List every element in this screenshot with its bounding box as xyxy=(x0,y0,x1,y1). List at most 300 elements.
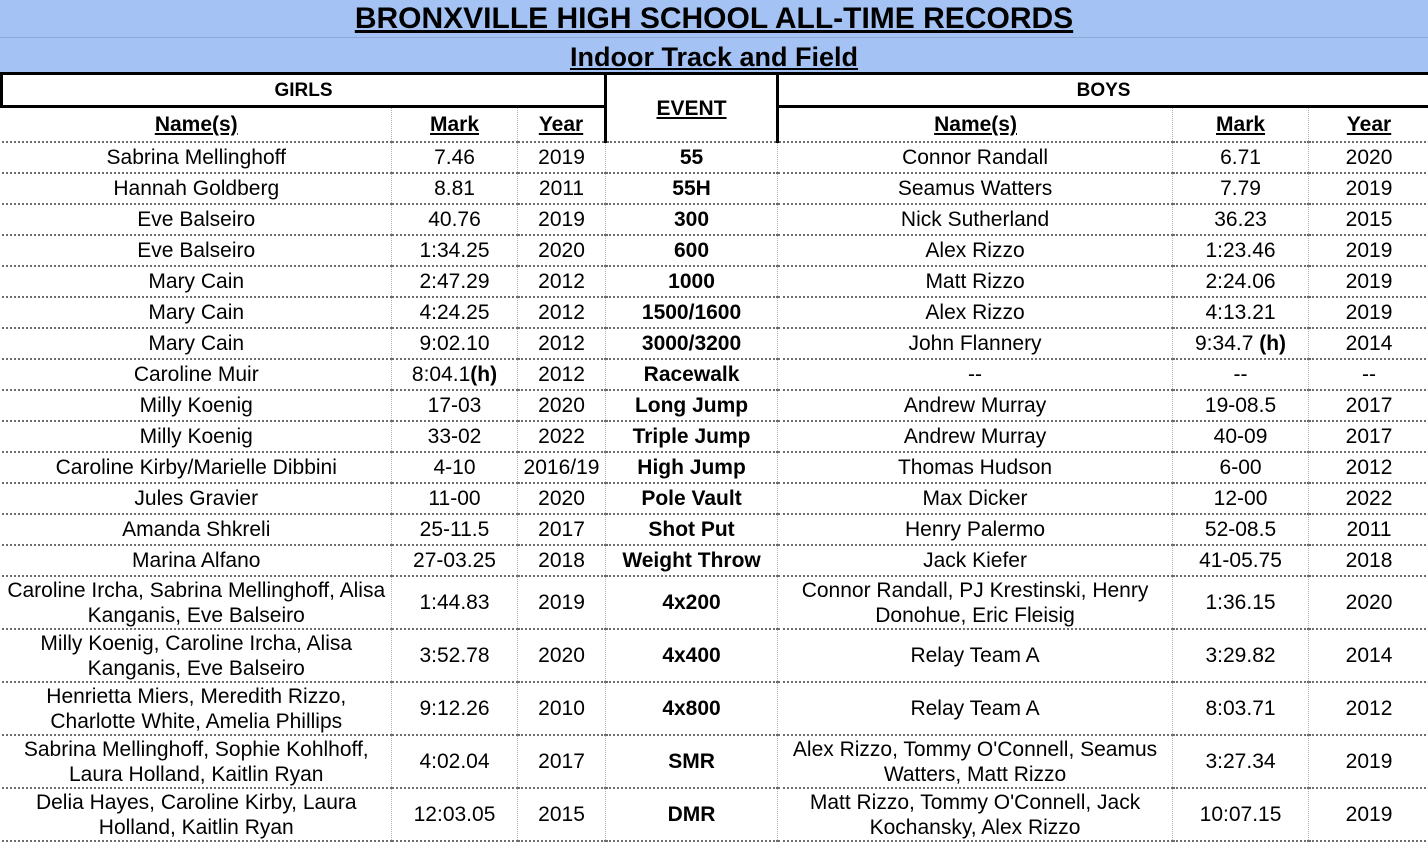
girls-mark-cell xyxy=(392,328,518,359)
boys-name-cell-text: Jack Kiefer xyxy=(923,549,1027,572)
girls-mark-cell-text: 4:02.04 xyxy=(419,750,490,773)
event-cell xyxy=(606,328,778,359)
boys-name-cell xyxy=(778,735,1173,788)
boys-mark-cell xyxy=(1173,235,1309,266)
boys-year-cell-text: 2017 xyxy=(1345,394,1393,417)
girls-mark-cell xyxy=(392,173,518,204)
boys-name-cell xyxy=(778,483,1173,514)
event-cell-text: 600 xyxy=(674,239,710,262)
boys-mark-cell-text: 12-00 xyxy=(1213,487,1268,510)
boys-mark-cell xyxy=(1173,483,1309,514)
record-row xyxy=(2,266,1428,297)
boys-year-cell-text: 2020 xyxy=(1345,591,1393,614)
girls-mark-cell-text: 9:12.26 xyxy=(419,697,490,720)
boys-name-cell xyxy=(778,173,1173,204)
girls-name-cell-text: Hannah Goldberg xyxy=(113,177,280,200)
boys-mark-cell-text: 8:03.71 xyxy=(1205,697,1276,720)
girls-year-cell-text: 2015 xyxy=(538,803,585,826)
boys-name-cell xyxy=(778,788,1173,841)
boys-mark-cell xyxy=(1173,788,1309,841)
girls-year-cell-text: 2020 xyxy=(538,644,585,667)
boys-mark-cell-text: 7.79 xyxy=(1220,177,1261,200)
girls-year-cell-text: 2018 xyxy=(538,549,585,572)
girls-name-cell xyxy=(2,235,392,266)
boys-mark-cell xyxy=(1173,173,1309,204)
girls-name-cell-text: Delia Hayes, Caroline Kirby, Laura Holland, Kaitlin Ryan xyxy=(35,790,357,839)
boys-mark-cell xyxy=(1173,514,1309,545)
boys-name-cell-text: -- xyxy=(968,363,983,386)
event-cell xyxy=(606,514,778,545)
record-row xyxy=(2,204,1428,235)
boys-mark-cell xyxy=(1173,204,1309,235)
boys-name-cell xyxy=(778,328,1173,359)
girls-name-cell-text: Sabrina Mellinghoff xyxy=(106,146,286,169)
record-row xyxy=(2,173,1428,204)
boys-year-cell-text: 2019 xyxy=(1345,239,1393,262)
girls-mark-cell xyxy=(392,788,518,841)
girls-mark-cell xyxy=(392,735,518,788)
event-cell xyxy=(606,788,778,841)
boys-mark-cell xyxy=(1173,576,1309,629)
boys-name-cell xyxy=(778,235,1173,266)
girls-name-cell-text: Eve Balseiro xyxy=(137,239,256,262)
boys-year-cell-text: 2014 xyxy=(1345,644,1393,667)
girls-name-cell xyxy=(2,629,392,682)
girls-year-cell xyxy=(518,142,606,173)
event-cell xyxy=(606,359,778,390)
boys-name-cell-text: Alex Rizzo xyxy=(925,301,1025,324)
event-cell xyxy=(606,576,778,629)
boys-name-cell xyxy=(778,204,1173,235)
boys-year-cell-text: 2019 xyxy=(1345,301,1393,324)
boys-year-cell xyxy=(1309,266,1428,297)
event-cell xyxy=(606,421,778,452)
boys-name-cell xyxy=(778,359,1173,390)
girls-mark-cell xyxy=(392,514,518,545)
girls-mark-cell-text: 33-02 xyxy=(427,425,482,448)
group-header-row xyxy=(2,74,1428,107)
girls-name-cell-text: Milly Koenig xyxy=(139,425,253,448)
girls-mark-cell xyxy=(392,297,518,328)
hand-timed-marker: (h) xyxy=(470,363,498,386)
boys-year-cell xyxy=(1309,359,1428,390)
event-cell xyxy=(606,297,778,328)
girls-year-cell xyxy=(518,452,606,483)
event-cell-text: 1500/1600 xyxy=(641,301,742,324)
girls-name-cell xyxy=(2,359,392,390)
boys-year-cell-text: 2011 xyxy=(1346,518,1392,541)
girls-year-header: Year xyxy=(518,107,606,143)
boys-name-cell-text: Alex Rizzo, Tommy O'Connell, Seamus Watters, Matt Rizzo xyxy=(792,737,1158,786)
boys-mark-cell xyxy=(1173,142,1309,173)
girls-name-cell-text: Milly Koenig, Caroline Ircha, Alisa Kanganis, Eve Balseiro xyxy=(40,631,353,680)
girls-year-cell xyxy=(518,328,606,359)
event-cell xyxy=(606,235,778,266)
event-cell-text: 55H xyxy=(672,177,711,200)
event-cell-text: 4x800 xyxy=(662,697,721,720)
girls-mark-header: Mark xyxy=(392,107,518,143)
girls-year-cell-text: 2020 xyxy=(538,487,585,510)
record-row xyxy=(2,576,1428,629)
boys-year-cell xyxy=(1309,514,1428,545)
boys-year-cell-text: 2022 xyxy=(1345,487,1393,510)
boys-name-cell xyxy=(778,576,1173,629)
girls-year-cell-text: 2019 xyxy=(538,146,585,169)
event-cell-text: Triple Jump xyxy=(632,425,751,448)
girls-year-cell xyxy=(518,421,606,452)
girls-mark-cell-text: 1:44.83 xyxy=(419,591,490,614)
girls-mark-cell xyxy=(392,235,518,266)
boys-year-cell xyxy=(1309,328,1428,359)
event-cell xyxy=(606,142,778,173)
record-row xyxy=(2,629,1428,682)
girls-name-cell-text: Caroline Ircha, Sabrina Mellinghoff, Alisa Kanganis, Eve Balseiro xyxy=(7,578,386,627)
girls-name-cell xyxy=(2,452,392,483)
girls-mark-cell xyxy=(392,452,518,483)
girls-name-cell xyxy=(2,173,392,204)
boys-year-cell xyxy=(1309,483,1428,514)
boys-name-cell xyxy=(778,266,1173,297)
girls-mark-cell-text: 8:04.1 xyxy=(411,363,471,386)
girls-year-cell-text: 2012 xyxy=(538,363,585,386)
boys-name-cell xyxy=(778,421,1173,452)
record-row xyxy=(2,235,1428,266)
record-row xyxy=(2,359,1428,390)
page-title: BRONXVILLE HIGH SCHOOL ALL-TIME RECORDS xyxy=(354,2,1074,35)
boys-year-cell-text: 2019 xyxy=(1345,803,1393,826)
event-cell-text: 3000/3200 xyxy=(641,332,742,355)
record-row xyxy=(2,514,1428,545)
event-cell-text: High Jump xyxy=(637,456,746,479)
boys-mark-cell-text: 1:23.46 xyxy=(1205,239,1276,262)
girls-header: GIRLS xyxy=(2,74,606,107)
girls-name-cell xyxy=(2,142,392,173)
girls-mark-cell xyxy=(392,545,518,576)
boys-name-cell-text: Connor Randall xyxy=(902,146,1048,169)
girls-name-cell-text: Marina Alfano xyxy=(132,549,261,572)
girls-name-cell xyxy=(2,788,392,841)
boys-mark-cell-text: 36.23 xyxy=(1214,208,1267,231)
record-row xyxy=(2,452,1428,483)
boys-name-cell-text: Matt Rizzo xyxy=(925,270,1025,293)
girls-mark-cell-text: 12:03.05 xyxy=(413,803,496,826)
boys-year-cell xyxy=(1309,788,1428,841)
subtitle-bar xyxy=(0,38,1428,72)
girls-name-cell-text: Eve Balseiro xyxy=(137,208,256,231)
boys-name-cell xyxy=(778,514,1173,545)
event-cell xyxy=(606,266,778,297)
girls-name-cell-text: Milly Koenig xyxy=(139,394,253,417)
boys-year-cell xyxy=(1309,629,1428,682)
event-cell-text: 55 xyxy=(679,146,704,169)
record-row xyxy=(2,297,1428,328)
boys-mark-cell-text: 3:27.34 xyxy=(1205,750,1276,773)
event-header: EVENT xyxy=(606,74,778,143)
boys-mark-cell xyxy=(1173,629,1309,682)
boys-year-cell-text: 2018 xyxy=(1345,549,1393,572)
girls-year-cell xyxy=(518,545,606,576)
event-cell-text: Weight Throw xyxy=(622,549,761,572)
girls-year-cell-text: 2020 xyxy=(538,239,585,262)
boys-name-cell-text: Relay Team A xyxy=(910,644,1040,667)
boys-year-cell xyxy=(1309,297,1428,328)
boys-mark-cell-text: 52-08.5 xyxy=(1204,518,1277,541)
girls-name-cell xyxy=(2,421,392,452)
girls-name-cell xyxy=(2,204,392,235)
event-cell xyxy=(606,545,778,576)
event-cell xyxy=(606,204,778,235)
boys-name-cell xyxy=(778,390,1173,421)
boys-year-header: Year xyxy=(1309,107,1428,143)
boys-mark-cell-text: 19-08.5 xyxy=(1204,394,1277,417)
boys-year-cell xyxy=(1309,173,1428,204)
girls-mark-cell-text: 1:34.25 xyxy=(419,239,490,262)
boys-mark-cell-text: 41-05.75 xyxy=(1199,549,1282,572)
boys-year-cell-text: 2020 xyxy=(1345,146,1393,169)
boys-mark-cell-text: 10:07.15 xyxy=(1199,803,1282,826)
girls-year-cell-text: 2019 xyxy=(538,208,585,231)
boys-mark-cell xyxy=(1173,545,1309,576)
boys-mark-cell xyxy=(1173,359,1309,390)
girls-mark-cell-text: 3:52.78 xyxy=(419,644,490,667)
girls-year-cell xyxy=(518,173,606,204)
boys-name-cell-text: Connor Randall, PJ Krestinski, Henry Donohue, Eric Fleisig xyxy=(801,578,1149,627)
girls-name-cell xyxy=(2,483,392,514)
girls-mark-cell-text: 40.76 xyxy=(428,208,481,231)
event-cell-text: 300 xyxy=(674,208,710,231)
boys-name-cell-text: Relay Team A xyxy=(910,697,1040,720)
boys-year-cell-text: 2012 xyxy=(1345,456,1393,479)
event-cell xyxy=(606,483,778,514)
record-row xyxy=(2,788,1428,841)
title-bar xyxy=(0,0,1428,38)
boys-mark-cell-text: 6-00 xyxy=(1219,456,1262,479)
girls-year-cell xyxy=(518,390,606,421)
girls-mark-cell xyxy=(392,359,518,390)
boys-mark-cell-text: 3:29.82 xyxy=(1205,644,1276,667)
girls-mark-cell-text: 4-10 xyxy=(433,456,476,479)
record-row xyxy=(2,682,1428,735)
girls-name-cell xyxy=(2,390,392,421)
boys-mark-cell-text: 1:36.15 xyxy=(1205,591,1276,614)
boys-mark-cell-text: 40-09 xyxy=(1213,425,1268,448)
girls-mark-cell xyxy=(392,266,518,297)
girls-mark-cell-text: 4:24.25 xyxy=(419,301,490,324)
girls-mark-cell xyxy=(392,483,518,514)
girls-year-cell-text: 2016/19 xyxy=(523,456,600,479)
girls-mark-cell xyxy=(392,682,518,735)
boys-name-cell-text: Seamus Watters xyxy=(897,177,1053,200)
girls-name-cell-text: Amanda Shkreli xyxy=(122,518,271,541)
boys-name-cell xyxy=(778,682,1173,735)
boys-mark-cell xyxy=(1173,421,1309,452)
girls-mark-cell-text: 27-03.25 xyxy=(413,549,496,572)
girls-year-cell-text: 2010 xyxy=(538,697,585,720)
boys-mark-cell xyxy=(1173,735,1309,788)
boys-name-cell-text: Nick Sutherland xyxy=(900,208,1050,231)
boys-mark-cell-text: -- xyxy=(1233,363,1248,386)
boys-year-cell xyxy=(1309,735,1428,788)
girls-name-cell-text: Henrietta Miers, Meredith Rizzo, Charlotte White, Amelia Phillips xyxy=(46,684,347,733)
record-row xyxy=(2,735,1428,788)
boys-name-cell-text: Thomas Hudson xyxy=(897,456,1053,479)
boys-mark-cell-text: 4:13.21 xyxy=(1205,301,1276,324)
event-cell-text: 1000 xyxy=(668,270,715,293)
boys-year-cell xyxy=(1309,576,1428,629)
girls-year-cell-text: 2020 xyxy=(538,394,585,417)
event-cell-text: Shot Put xyxy=(648,518,735,541)
boys-name-cell-text: Andrew Murray xyxy=(903,425,1047,448)
girls-year-cell xyxy=(518,682,606,735)
record-row xyxy=(2,483,1428,514)
event-cell-text: Racewalk xyxy=(643,363,740,386)
event-cell-text: Long Jump xyxy=(634,394,749,417)
girls-name-cell xyxy=(2,514,392,545)
girls-name-cell-text: Caroline Kirby/Marielle Dibbini xyxy=(55,456,337,479)
girls-year-cell-text: 2012 xyxy=(538,301,585,324)
event-cell xyxy=(606,452,778,483)
event-cell xyxy=(606,629,778,682)
girls-year-cell-text: 2022 xyxy=(538,425,585,448)
girls-mark-cell xyxy=(392,629,518,682)
boys-year-cell xyxy=(1309,545,1428,576)
girls-mark-cell-text: 8.81 xyxy=(434,177,475,200)
girls-mark-cell-text: 9:02.10 xyxy=(419,332,490,355)
boys-year-cell-text: 2019 xyxy=(1345,270,1393,293)
boys-year-cell-text: 2019 xyxy=(1345,177,1393,200)
girls-year-cell xyxy=(518,735,606,788)
girls-name-cell xyxy=(2,545,392,576)
girls-name-cell-text: Jules Gravier xyxy=(134,487,259,510)
boys-name-cell xyxy=(778,629,1173,682)
boys-name-cell-text: Andrew Murray xyxy=(903,394,1047,417)
girls-name-cell xyxy=(2,682,392,735)
girls-year-cell-text: 2012 xyxy=(538,332,585,355)
boys-mark-cell xyxy=(1173,452,1309,483)
event-cell xyxy=(606,173,778,204)
boys-name-header: Name(s) xyxy=(778,107,1173,143)
boys-year-cell xyxy=(1309,390,1428,421)
records-table xyxy=(0,72,1428,842)
girls-name-cell-text: Mary Cain xyxy=(148,332,245,355)
boys-year-cell-text: 2014 xyxy=(1345,332,1393,355)
girls-year-cell-text: 2019 xyxy=(538,591,585,614)
girls-name-cell-text: Mary Cain xyxy=(148,301,245,324)
girls-year-cell-text: 2012 xyxy=(538,270,585,293)
boys-year-cell-text: 2015 xyxy=(1345,208,1393,231)
boys-name-cell-text: Max Dicker xyxy=(922,487,1028,510)
girls-year-cell xyxy=(518,576,606,629)
boys-name-cell xyxy=(778,545,1173,576)
girls-year-cell xyxy=(518,297,606,328)
boys-mark-cell xyxy=(1173,390,1309,421)
hand-timed-marker: (h) xyxy=(1259,332,1287,355)
boys-year-cell xyxy=(1309,142,1428,173)
girls-year-cell xyxy=(518,788,606,841)
girls-name-cell-text: Caroline Muir xyxy=(133,363,259,386)
boys-name-cell-text: Alex Rizzo xyxy=(925,239,1025,262)
girls-name-cell xyxy=(2,328,392,359)
boys-mark-cell xyxy=(1173,682,1309,735)
girls-name-cell xyxy=(2,735,392,788)
event-cell-text: DMR xyxy=(667,803,716,826)
event-cell xyxy=(606,390,778,421)
record-row xyxy=(2,545,1428,576)
girls-year-cell xyxy=(518,483,606,514)
boys-mark-header: Mark xyxy=(1173,107,1309,143)
boys-year-cell xyxy=(1309,452,1428,483)
boys-name-cell-text: John Flannery xyxy=(908,332,1042,355)
boys-year-cell-text: 2012 xyxy=(1345,697,1393,720)
boys-mark-cell-text: 9:34.7 xyxy=(1195,332,1260,355)
girls-year-cell-text: 2017 xyxy=(538,750,585,773)
boys-mark-cell xyxy=(1173,328,1309,359)
boys-year-cell xyxy=(1309,421,1428,452)
boys-mark-cell-text: 6.71 xyxy=(1220,146,1261,169)
girls-mark-cell xyxy=(392,421,518,452)
girls-mark-cell-text: 2:47.29 xyxy=(419,270,490,293)
girls-year-cell-text: 2011 xyxy=(538,177,585,200)
boys-name-cell xyxy=(778,142,1173,173)
girls-name-cell xyxy=(2,576,392,629)
boys-header: BOYS xyxy=(778,74,1428,107)
boys-name-cell-text: Matt Rizzo, Tommy O'Connell, Jack Kochansky, Alex Rizzo xyxy=(809,790,1141,839)
boys-name-cell-text: Henry Palermo xyxy=(905,518,1046,541)
record-row xyxy=(2,390,1428,421)
boys-mark-cell-text: 2:24.06 xyxy=(1205,270,1276,293)
record-row xyxy=(2,142,1428,173)
girls-mark-cell xyxy=(392,390,518,421)
girls-mark-cell-text: 17-03 xyxy=(427,394,482,417)
boys-name-cell xyxy=(778,297,1173,328)
boys-name-cell xyxy=(778,452,1173,483)
page-subtitle: Indoor Track and Field xyxy=(569,42,859,72)
boys-mark-cell xyxy=(1173,297,1309,328)
girls-year-cell xyxy=(518,629,606,682)
girls-mark-cell xyxy=(392,576,518,629)
girls-name-cell-text: Mary Cain xyxy=(148,270,245,293)
girls-mark-cell-text: 25-11.5 xyxy=(419,518,490,541)
girls-year-cell xyxy=(518,266,606,297)
event-cell-text: 4x400 xyxy=(662,644,721,667)
boys-mark-cell xyxy=(1173,266,1309,297)
boys-year-cell-text: 2019 xyxy=(1345,750,1393,773)
event-cell-text: SMR xyxy=(668,750,715,773)
event-cell-text: 4x200 xyxy=(662,591,721,614)
girls-mark-cell-text: 11-00 xyxy=(428,487,481,510)
record-row xyxy=(2,328,1428,359)
boys-year-cell xyxy=(1309,235,1428,266)
boys-year-cell xyxy=(1309,204,1428,235)
girls-year-cell-text: 2017 xyxy=(538,518,585,541)
event-cell xyxy=(606,735,778,788)
record-row xyxy=(2,421,1428,452)
girls-year-cell xyxy=(518,514,606,545)
girls-name-header: Name(s) xyxy=(2,107,392,143)
girls-name-cell xyxy=(2,266,392,297)
boys-year-cell xyxy=(1309,682,1428,735)
girls-name-cell xyxy=(2,297,392,328)
boys-year-cell-text: -- xyxy=(1362,363,1377,386)
event-cell-text: Pole Vault xyxy=(641,487,742,510)
event-cell xyxy=(606,682,778,735)
girls-year-cell xyxy=(518,204,606,235)
girls-mark-cell-text: 7.46 xyxy=(434,146,475,169)
girls-year-cell xyxy=(518,235,606,266)
girls-mark-cell xyxy=(392,204,518,235)
girls-year-cell xyxy=(518,359,606,390)
girls-mark-cell xyxy=(392,142,518,173)
